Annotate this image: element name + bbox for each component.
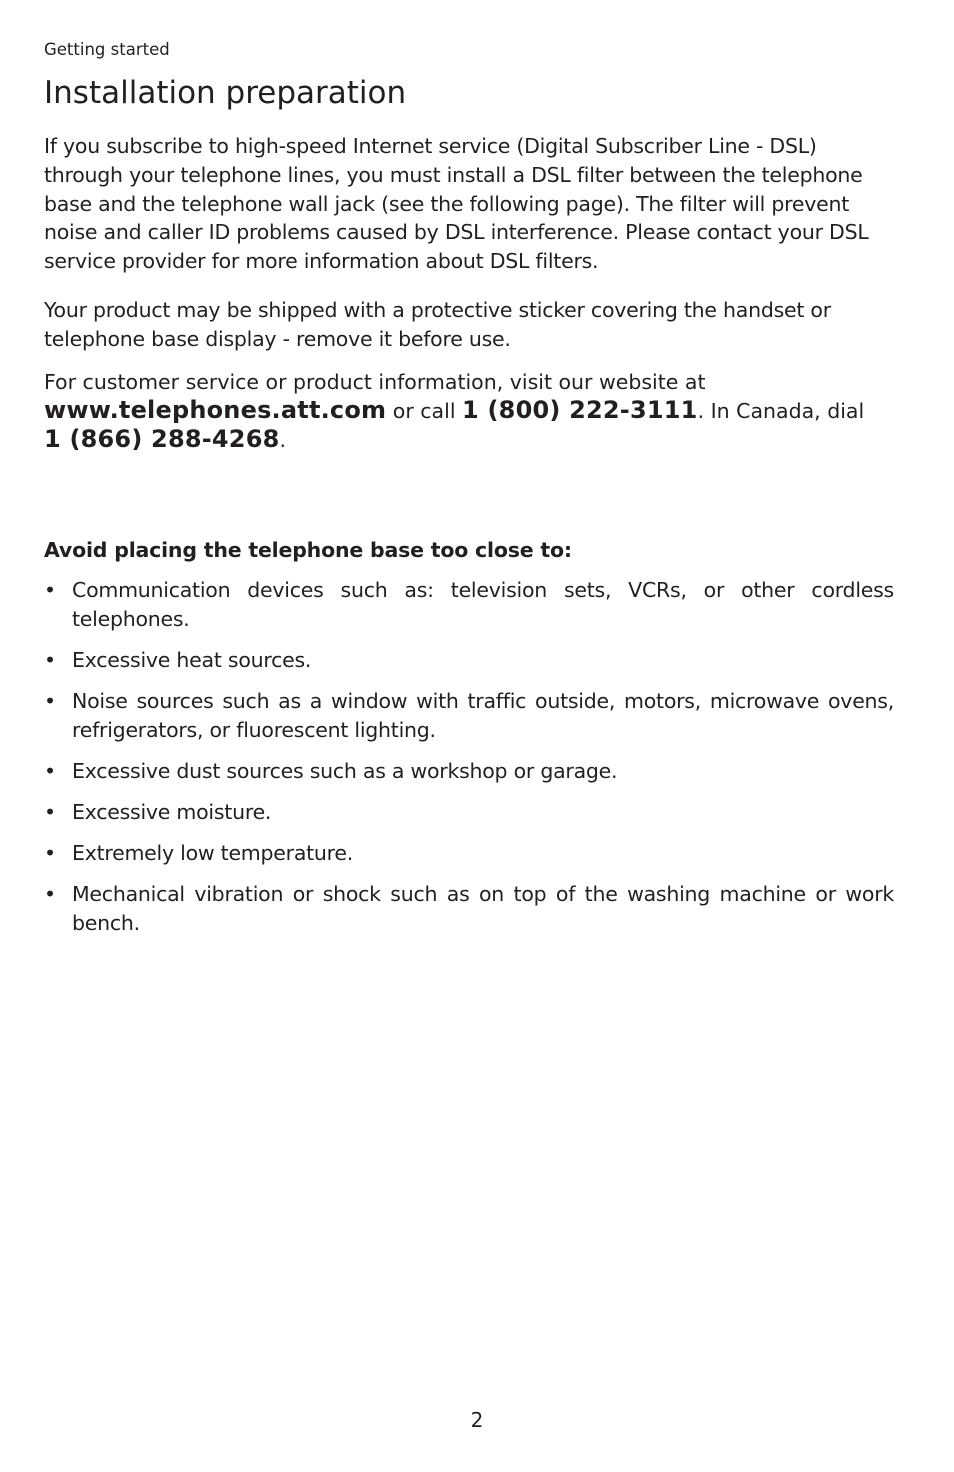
bullet-icon: • bbox=[44, 648, 56, 672]
customer-service-paragraph bbox=[44, 368, 894, 454]
section-label: Getting started bbox=[44, 40, 170, 59]
list-item bbox=[44, 757, 894, 786]
sticker-paragraph: Your product may be shipped with a protective sticker covering the handset or telephone base display - remove it before use. bbox=[44, 298, 831, 351]
bullet-icon: • bbox=[44, 689, 56, 713]
list-item bbox=[44, 798, 894, 827]
list-item-text: Communication devices such as: television sets, VCRs, or other cordless telephones. bbox=[72, 578, 894, 631]
call-text: or call bbox=[392, 399, 456, 423]
us-phone-number: 1 (800) 222-3111 bbox=[462, 396, 698, 424]
bullet-icon: • bbox=[44, 800, 56, 824]
list-item-text: Noise sources such as a window with traffic outside, motors, microwave ovens, refrigerators, or fluorescent lighting. bbox=[72, 689, 894, 742]
list-item bbox=[44, 646, 894, 675]
page-number: 2 bbox=[470, 1408, 484, 1432]
customer-service-text: For customer service or product information, visit our website at bbox=[44, 370, 706, 394]
list-item-text: Excessive heat sources. bbox=[72, 648, 312, 672]
avoid-list bbox=[44, 576, 894, 950]
website-link[interactable]: www.telephones.att.com bbox=[44, 396, 387, 424]
sentence-end: . bbox=[279, 428, 287, 452]
list-item-text: Mechanical vibration or shock such as on top of the washing machine or work bench. bbox=[72, 882, 894, 935]
list-item-text: Excessive dust sources such as a workshop or garage. bbox=[72, 759, 618, 783]
list-item bbox=[44, 839, 894, 868]
bullet-icon: • bbox=[44, 882, 56, 906]
canada-text: . In Canada, dial bbox=[697, 399, 865, 423]
list-item bbox=[44, 687, 894, 745]
list-item bbox=[44, 576, 894, 634]
list-item bbox=[44, 880, 894, 938]
bullet-icon: • bbox=[44, 578, 56, 602]
avoid-heading: Avoid placing the telephone base too close to: bbox=[44, 538, 572, 562]
page-title: Installation preparation bbox=[44, 75, 407, 111]
bullet-icon: • bbox=[44, 841, 56, 865]
dsl-paragraph: If you subscribe to high-speed Internet service (Digital Subscriber Line - DSL) through your telephone lines, you must install a DSL filter between the telephone base and the telephone wall jack (see the following page). The filter will prevent noise and caller ID problems caused by DSL interference. Please contact your DSL service provider for more information about DSL filters. bbox=[44, 134, 869, 274]
list-item-text: Extremely low temperature. bbox=[72, 841, 354, 865]
bullet-icon: • bbox=[44, 759, 56, 783]
canada-phone-number: 1 (866) 288-4268 bbox=[44, 425, 280, 453]
list-item-text: Excessive moisture. bbox=[72, 800, 272, 824]
